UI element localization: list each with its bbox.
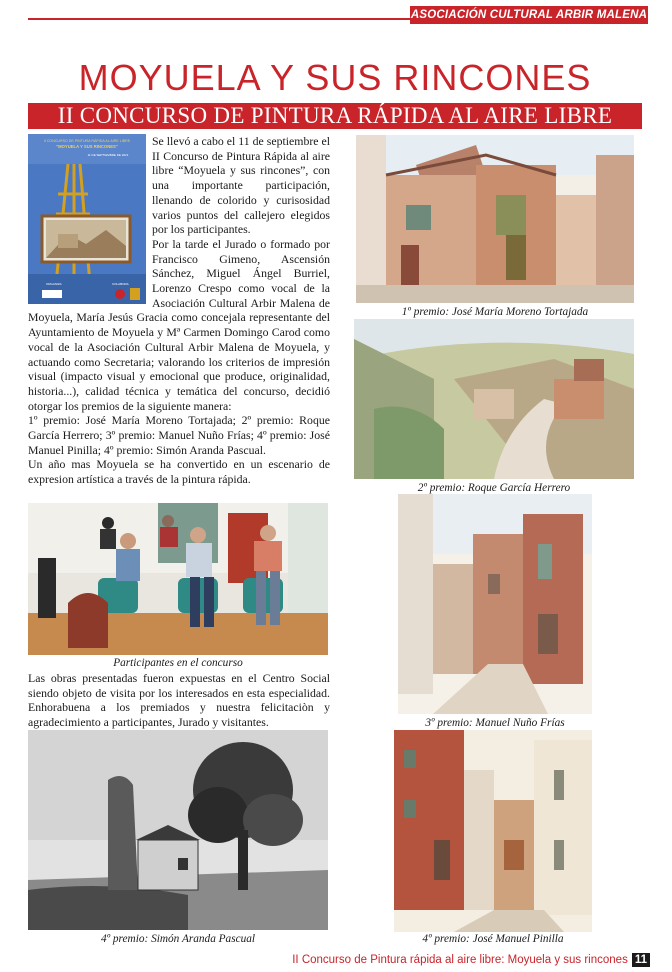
contest-poster-image [28,134,146,304]
painting-first-prize [356,135,634,303]
poster-top-text: II CONCURSO DE PINTURA RÁPIDA AL AIRE LIBRE [43,139,131,143]
footer-text: II Concurso de Pintura rápida al aire libre: Moyuela y sus rincones [292,954,628,966]
caption-fourth-prize-pinilla: 4º premio: José Manuel Pinilla [422,933,564,945]
caption-third-prize: 3º premio: Manuel Nuño Frías [425,717,565,729]
article-body [28,134,330,487]
page-footer [292,953,650,967]
caption-participants: Participantes en el concurso [113,657,243,669]
painting-fourth-prize-aranda [28,730,328,930]
article-paragraph-1: Se llevó a cabo el 11 de septiembre el II Concurso de Pintura Rápida al aire libre “Moyuela y sus rincones”, con una importante participación, llenando de colorido y curisosidad varios puntos del callejero elegidos por los participantes. [152,134,330,237]
painting-fourth-prize-pinilla [394,730,592,932]
article-paragraph-5: Las obras presentadas fueron expuestas en el Centro Social siendo objeto de visita por los interesados en esta especialidad. Enhorabuena a los premiados y nuestra felicitaciòn y agradecimiento a participantes, Jurado y visitantes. [28,671,330,730]
page-subtitle: II CONCURSO DE PINTURA RÁPIDA AL AIRE LIBRE [28,103,642,129]
poster-quote: "MOYUELA Y SUS RINCONES" [56,144,118,149]
participants-photo [28,503,328,655]
poster-date: 11 DE SEPTIEMBRE DE 2021 [87,153,129,157]
article-paragraph-2: Por la tarde el Jurado o formado por Francisco Gimeno, Ascensión Sánchez, Miguel Ángel Burriel, Lorenzo Crespo como vocal de la Asociación Cultural Arbir Malena de Moyuela, María Jesús Gracia como concejala representante del Ayuntamiento de Moyuela y Mª Carmen Domingo Carod como vocal de la Asociación Cultural Arbir Malena de Moyuela, y actuando como Secretaria; valorando los criterios de impresión visual (impacto visual y emocional que produce, originalidad, historia...), calidad técnica y temática del concurso, decidió otorgar los premios de la siguiente manera: [28,236,330,413]
poster-sponsor: COLABORA [112,282,129,286]
caption-fourth-prize-aranda: 4º premio: Simón Aranda Pascual [100,933,256,945]
article-paragraph-4: Un año mas Moyuela se ha convertido en un escenario de expresion artística a través de la pintura rápida. [28,457,330,487]
caption-second-prize: 2º premio: Roque García Herrero [417,482,571,494]
painting-second-prize [354,319,634,479]
article-paragraph-3: 1º premio: José María Moreno Tortajada; 2º premio: Roque García Herrero; 3º premio: Manuel Nuño Frías; 4º premio: José Manuel Pinilla; 4º premio: Simón Aranda Pascual. [28,413,330,457]
caption-first-prize: 1º premio: José María Moreno Tortajada [401,306,589,318]
page-title: MOYUELA Y SUS RINCONES [78,57,592,98]
section-header: ASOCIACIÓN CULTURAL ARBIR MALENA [410,6,648,24]
page-number: 11 [632,953,650,967]
closing-paragraph [28,671,330,730]
painting-third-prize [398,494,592,714]
poster-organizer: ORGANIZA [46,282,62,286]
header-rule [28,18,428,20]
